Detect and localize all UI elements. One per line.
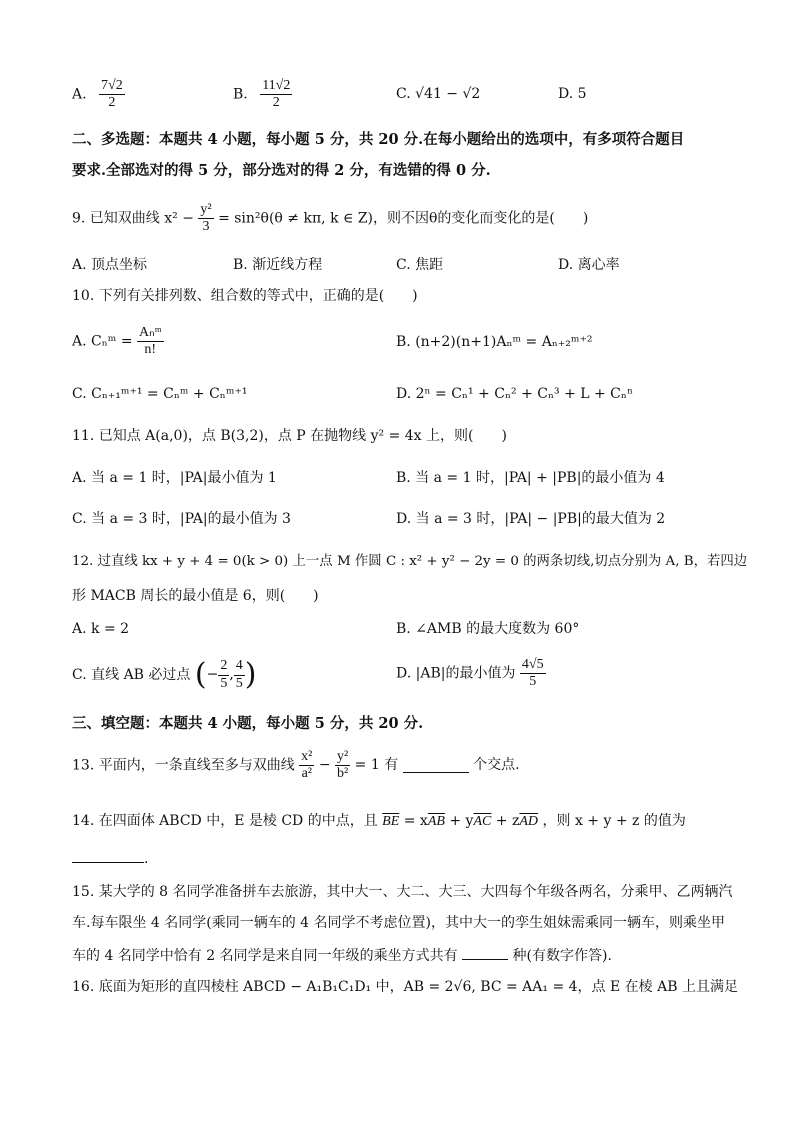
- numerator: Aₙᵐ: [137, 325, 164, 342]
- right-paren: ): [244, 657, 257, 692]
- comma: ,: [229, 666, 234, 683]
- section-2-heading-line1: 二、多选题：本题共 4 小题，每小题 5 分，共 20 分.在每小题给出的选项中，有多项符合题目: [72, 131, 685, 148]
- q14-stem: [72, 813, 686, 831]
- numerator: 4: [234, 658, 245, 675]
- fraction: [299, 749, 314, 782]
- q12-stem-line2: 形 MACB 周长的最小值是 6，则( ): [72, 588, 319, 604]
- stem-text: = 1 有: [354, 757, 399, 774]
- stem-text: 车的 4 名同学中恰有 2 名同学是来自同一年级的乘坐方式共有: [72, 948, 458, 964]
- q8-option-a: [72, 78, 125, 111]
- q9-option-a: A. 顶点坐标: [72, 257, 148, 273]
- section-3-heading: 三、填空题：本题共 4 小题，每小题 5 分，共 20 分.: [72, 715, 424, 732]
- fraction: [234, 658, 245, 691]
- q10-option-c: C. Cₙ₊₁ᵐ⁺¹ = Cₙᵐ + Cₙᵐ⁺¹: [72, 386, 248, 402]
- q12-stem-line1: 12. 过直线 kx + y + 4 = 0(k > 0) 上一点 M 作圆 C : x² + y² − 2y = 0 的两条切线,切点分别为 A, B，若四边: [72, 554, 748, 569]
- q11-option-a: A. 当 a = 1 时，|PA|最小值为 1: [72, 470, 277, 486]
- denominator: n!: [144, 342, 157, 358]
- minus-sign: −: [206, 666, 219, 683]
- section-2-heading-line2: 要求.全部选对的得 5 分，部分选对的得 2 分，有选错的得 0 分.: [72, 162, 491, 179]
- option-letter: B.: [233, 86, 248, 103]
- option-text: C. √41 − √2: [396, 86, 481, 102]
- option-text: D. 5: [558, 86, 587, 102]
- fraction: [260, 78, 292, 111]
- q10-option-a: [72, 325, 164, 358]
- period: .: [144, 851, 149, 867]
- stem-text: = sin²θ(θ ≠ kπ, k ∈ Z)，则不因θ的变化而变化的是( ): [218, 210, 589, 227]
- q8-option-b: [233, 78, 292, 111]
- stem-text: 14. 在四面体 ABCD 中，E 是棱 CD 的中点，且: [72, 813, 378, 829]
- plus-y: + y: [444, 813, 474, 829]
- q8-option-d: [558, 86, 587, 103]
- q11-stem: 11. 已知点 A(a,0)，点 B(3,2)，点 P 在抛物线 y² = 4x 上，则( ): [72, 428, 507, 444]
- denominator: b²: [337, 766, 349, 782]
- denominator: 2: [108, 95, 116, 111]
- stem-text: 个交点.: [473, 757, 520, 774]
- stem-text: 种(有数字作答).: [512, 948, 612, 964]
- q16-line1: 16. 底面为矩形的直四棱柱 ABCD − A₁B₁C₁D₁ 中，AB = 2√6, BC = AA₁ = 4，点 E 在棱 AB 上且满足: [72, 979, 738, 995]
- answer-blank[interactable]: [403, 758, 469, 773]
- answer-blank[interactable]: [462, 945, 508, 960]
- q12-option-d: [396, 657, 546, 690]
- stem-text: 13. 平面内，一条直线至多与双曲线: [72, 757, 295, 774]
- option-text: D. |AB|的最小值为: [396, 665, 516, 682]
- q11-option-b: B. 当 a = 1 时，|PA| + |PB|的最小值为 4: [396, 470, 665, 486]
- vector-be: $\overline{BE}$: [382, 814, 400, 829]
- q11-option-d: D. 当 a = 3 时，|PA| − |PB|的最大值为 2: [396, 511, 666, 527]
- q10-stem: 10. 下列有关排列数、组合数的等式中，正确的是( ): [72, 288, 418, 304]
- plus-z: + z: [491, 813, 520, 829]
- vector-ad: $\overline{AD}$: [519, 814, 539, 829]
- denominator: 5: [220, 675, 228, 691]
- fraction: [335, 749, 350, 782]
- q9-stem: [72, 202, 588, 235]
- q12-option-a: A. k = 2: [72, 621, 130, 637]
- fraction: [99, 78, 125, 111]
- denominator: 3: [202, 219, 210, 235]
- option-text: A. Cₙᵐ =: [72, 333, 133, 350]
- fraction: [198, 202, 213, 235]
- vector-ac: $\overline{AC}$: [473, 814, 492, 829]
- minus-sign: −: [318, 757, 331, 774]
- stem-text: 9. 已知双曲线 x² −: [72, 210, 194, 227]
- left-paren: (: [194, 657, 207, 692]
- denominator: 2: [272, 95, 280, 111]
- option-text: C. 直线 AB 必过点: [72, 667, 191, 683]
- stem-text: ，则 x + y + z 的值为: [542, 813, 686, 829]
- q14-answer-line: [72, 848, 148, 868]
- answer-blank[interactable]: [72, 848, 144, 863]
- q9-option-d: D. 离心率: [558, 257, 620, 273]
- option-letter: A.: [72, 86, 87, 103]
- q15-line2: 车.每车限坐 4 名同学(乘同一辆车的 4 名同学不考虑位置)，其中大一的孪生姐妹需乘同一辆车，则乘坐甲: [72, 915, 725, 931]
- vector-ab: $\overline{AB}$: [427, 814, 445, 829]
- q13-stem: [72, 749, 520, 782]
- fraction: [520, 657, 546, 690]
- q9-option-b: B. 渐近线方程: [233, 257, 323, 273]
- fraction: [218, 658, 229, 691]
- fraction: [137, 325, 164, 358]
- denominator: a²: [301, 766, 312, 782]
- denominator: 5: [235, 675, 243, 691]
- denominator: 5: [529, 674, 537, 690]
- numerator: x²: [299, 749, 314, 766]
- q10-option-d: D. 2ⁿ = Cₙ¹ + Cₙ² + Cₙ³ + L + Cₙⁿ: [396, 386, 634, 402]
- numerator: y²: [198, 202, 213, 219]
- q15-line3: [72, 945, 612, 965]
- q9-option-c: C. 焦距: [396, 257, 444, 273]
- q12-option-b: B. ∠AMB 的最大度数为 60°: [396, 621, 580, 637]
- q11-option-c: C. 当 a = 3 时，|PA|的最小值为 3: [72, 511, 291, 527]
- equals-x: = x: [399, 813, 428, 829]
- numerator: y²: [335, 749, 350, 766]
- numerator: 11√2: [260, 78, 292, 95]
- numerator: 4√5: [520, 657, 546, 674]
- numerator: 7√2: [99, 78, 125, 95]
- q12-option-c: [72, 657, 257, 693]
- q8-option-c: [396, 86, 480, 103]
- q15-line1: 15. 某大学的 8 名同学准备拼车去旅游，其中大一、大二、大三、大四每个年级各两名，分乘甲、乙两辆汽: [72, 884, 733, 900]
- numerator: 2: [218, 658, 229, 675]
- q10-option-b: B. (n+2)(n+1)Aₙᵐ = Aₙ₊₂ᵐ⁺²: [396, 334, 593, 350]
